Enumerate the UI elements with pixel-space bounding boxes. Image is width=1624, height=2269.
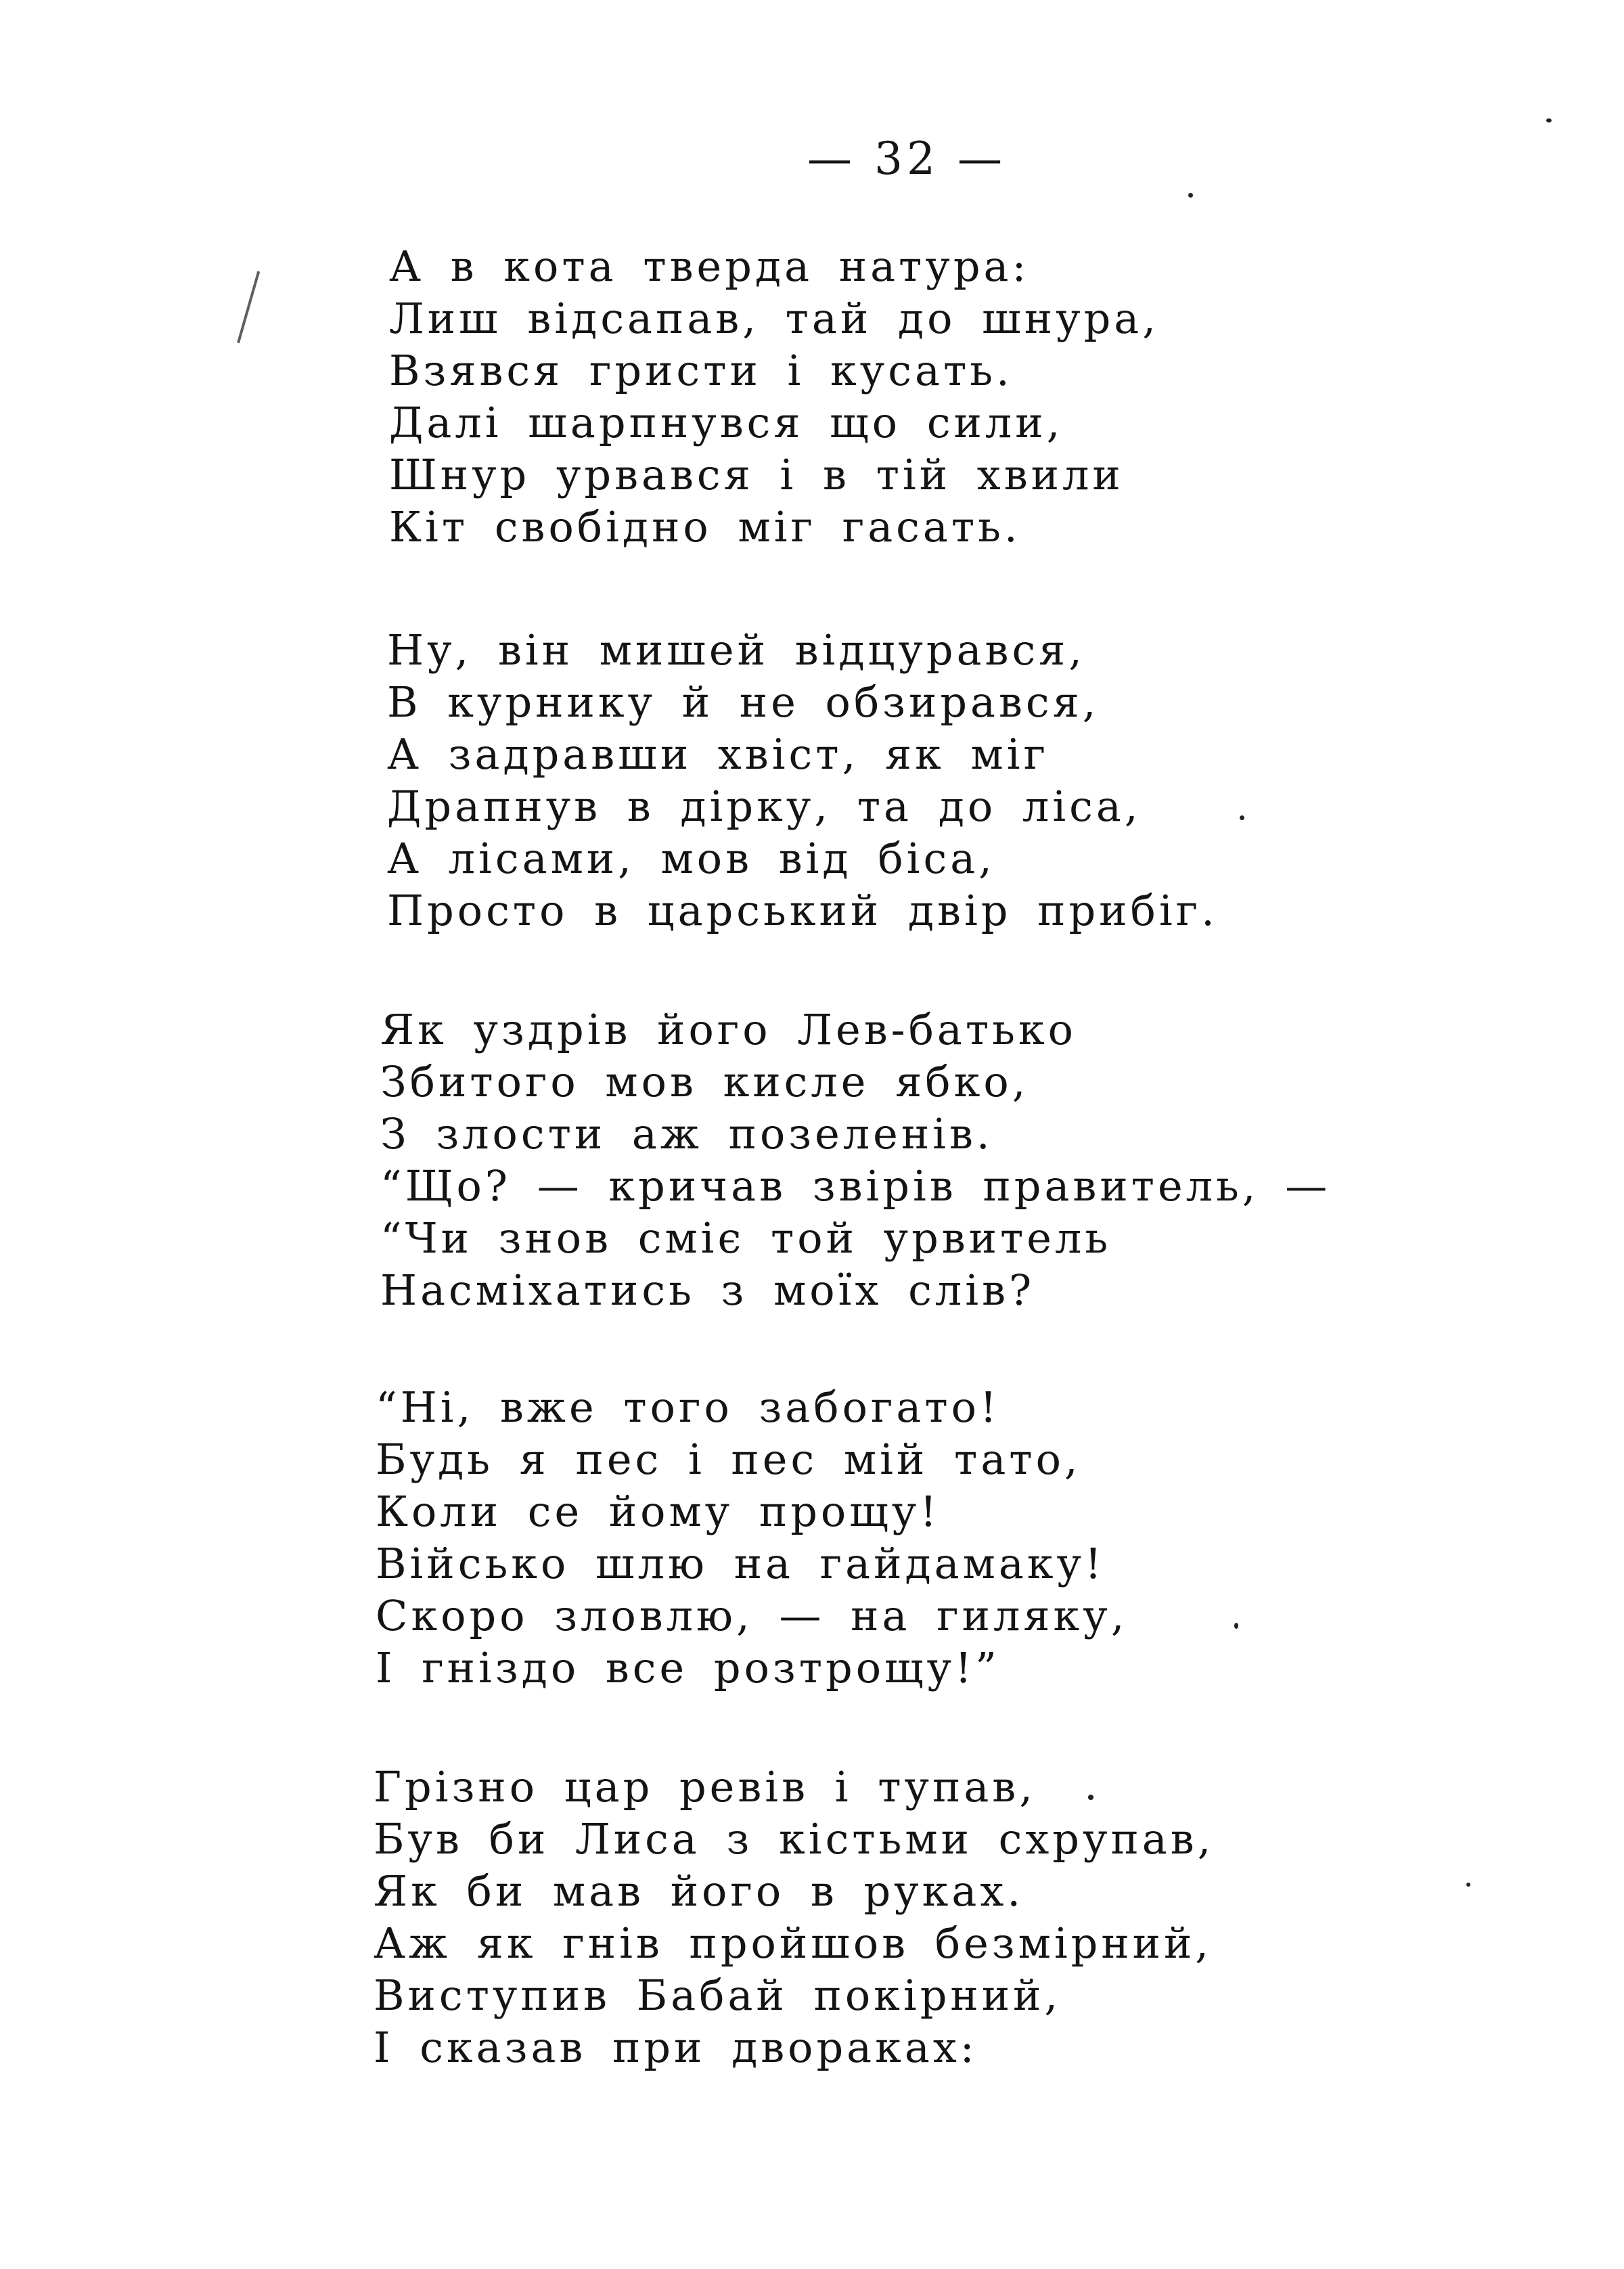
page-number: — 32 — (807, 133, 1006, 185)
verse-line: Будь я пес і пес мій тато, (376, 1435, 1081, 1484)
verse-line: Далі шарпнувся що сили, (389, 398, 1064, 447)
stanza-4 (376, 1381, 1127, 1694)
verse-line: Шнур урвався і в тій хвили (389, 450, 1124, 499)
stanza-2 (387, 624, 1218, 937)
verse-line: Ну, він мишей відцурався, (387, 625, 1086, 675)
verse-line: “Чи знов сміє той урвитель (380, 1213, 1112, 1263)
verse-line: Військо шлю на гайдамаку! (376, 1539, 1105, 1588)
verse-line: Був би Лиса з кістьми схрупав, (374, 1814, 1215, 1864)
scan-speck (1188, 193, 1193, 198)
verse-line: Скоро зловлю, — на гиляку, (376, 1591, 1128, 1640)
verse-line: Виступив Бабай покірний, (374, 1971, 1062, 2020)
verse-line: Лиш відсапав, тай до шнура, (389, 294, 1159, 343)
verse-line: Драпнув в дірку, та до ліса, (387, 782, 1142, 831)
verse-line: Як би мав його в руках. (374, 1866, 1024, 1916)
stanza-1 (389, 240, 1159, 553)
verse-line: Просто в царський двір прибіг. (387, 886, 1218, 935)
verse-line: “Ні, вже того забогато! (376, 1383, 1000, 1432)
scan-speck (1546, 118, 1552, 122)
margin-mark (237, 271, 265, 344)
verse-line: Кіт свобідно міг гасать. (389, 502, 1021, 552)
scan-speck (1088, 1795, 1093, 1800)
verse-line: Грізно цар ревів і тупав, (374, 1762, 1036, 1812)
verse-line: “Що? — кричав звірів правитель, — (380, 1161, 1331, 1211)
verse-line: Аж як гнів пройшов безмірний, (374, 1918, 1213, 1968)
verse-line: Взявся гристи і кусать. (389, 346, 1013, 395)
verse-line: В курнику й не обзирався, (387, 677, 1100, 727)
verse-line: А в кота тверда натура: (389, 242, 1030, 291)
verse-line: І гніздо все розтрощу!” (376, 1643, 1000, 1692)
verse-line: А задравши хвіст, як міг (387, 729, 1050, 779)
stanza-5 (374, 1761, 1214, 2073)
scan-speck (1234, 1623, 1238, 1629)
verse-line: А лісами, мов від біса, (387, 834, 995, 883)
scan-speck (1240, 815, 1244, 820)
verse-line: Насміхатись з моїх слів? (380, 1265, 1035, 1315)
verse-line: Коли се йому прощу! (376, 1487, 941, 1536)
scan-speck (1466, 1883, 1470, 1887)
verse-line: Збитого мов кисле ябко, (380, 1057, 1029, 1106)
verse-line: Як уздрів його Лев-батько (380, 1005, 1077, 1054)
verse-line: І сказав при двораках: (374, 2023, 978, 2072)
verse-line: З злости аж позеленів. (380, 1109, 993, 1159)
stanza-3 (380, 1004, 1330, 1316)
